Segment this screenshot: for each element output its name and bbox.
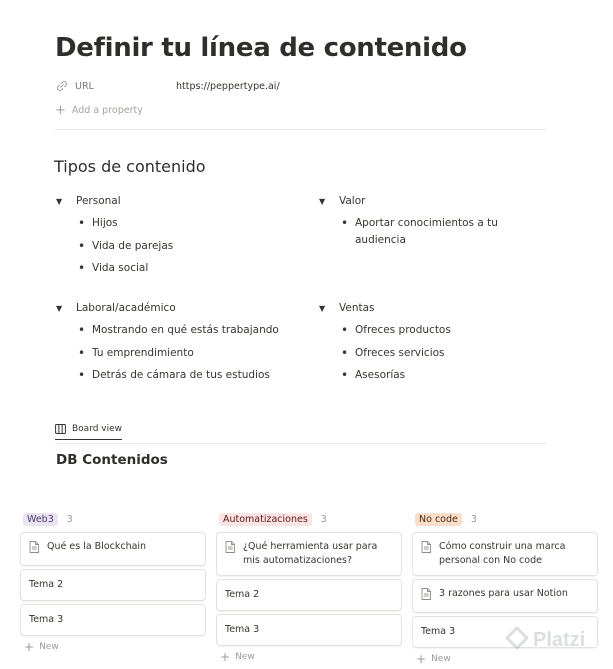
triangle-down-icon[interactable]: ▼ — [319, 303, 326, 313]
property-name: URL — [75, 80, 94, 92]
platzi-watermark — [505, 626, 585, 654]
card-title: Tema 3 — [225, 624, 260, 635]
list-item-text: Tu emprendimiento — [92, 346, 194, 359]
board-card[interactable] — [412, 532, 598, 576]
toggle-header[interactable] — [56, 300, 279, 316]
list-item — [341, 322, 451, 339]
list-item-text: Asesorías — [355, 369, 406, 381]
bullet-icon: • — [78, 323, 86, 337]
toggle-valor — [319, 193, 529, 254]
list-item — [78, 215, 173, 232]
section-heading: Tipos de contenido — [54, 157, 206, 176]
list-item-text: Vida de parejas — [92, 239, 174, 252]
bullet-icon: • — [341, 216, 349, 230]
column-header[interactable] — [412, 511, 598, 527]
link-icon — [55, 79, 69, 93]
toggle-label: Laboral/académico — [76, 302, 176, 314]
list-item — [78, 322, 279, 339]
board-icon — [55, 424, 66, 434]
board-card[interactable] — [216, 614, 402, 646]
bullet-icon: • — [78, 368, 86, 382]
add-property-label: Add a property — [71, 105, 143, 116]
page-icon — [421, 587, 435, 605]
property-url[interactable] — [55, 75, 280, 97]
tab-board-view[interactable] — [55, 424, 122, 440]
toggle-label: Personal — [76, 195, 121, 207]
list-item — [341, 215, 529, 248]
new-label: New — [431, 654, 451, 664]
new-card-button[interactable] — [216, 651, 402, 663]
list-item-text: Hijos — [92, 217, 118, 229]
card-title: 3 razones para usar Notion — [439, 588, 568, 599]
toggle-label: Valor — [339, 195, 366, 207]
tab-label: Board view — [72, 424, 123, 434]
list-item-text: Vida social — [92, 262, 149, 274]
toggle-header[interactable] — [56, 193, 173, 209]
platzi-logo-icon — [505, 626, 529, 654]
page-icon — [225, 540, 239, 568]
board-card[interactable] — [216, 579, 402, 611]
column-tag[interactable]: Automatizaciones — [219, 513, 312, 526]
plus-icon: + — [220, 650, 231, 664]
column-header[interactable] — [216, 511, 402, 527]
bullet-icon: • — [341, 345, 349, 360]
triangle-down-icon[interactable]: ▼ — [319, 196, 326, 206]
watermark-text: Platzi — [533, 628, 586, 651]
list-item — [78, 367, 279, 384]
plus-icon: + — [416, 652, 427, 666]
toggle-ventas — [319, 300, 451, 390]
board-card[interactable] — [20, 569, 206, 601]
properties-divider — [55, 129, 547, 130]
board-card[interactable] — [20, 532, 206, 566]
toggle-header[interactable] — [319, 193, 529, 209]
list-item — [341, 345, 451, 362]
card-title: Tema 2 — [29, 579, 64, 590]
list-item — [78, 238, 173, 255]
plus-icon: + — [24, 640, 35, 654]
tab-divider — [55, 443, 547, 444]
column-tag[interactable]: Web3 — [23, 513, 58, 526]
card-title: Tema 3 — [421, 626, 456, 637]
card-title: Qué es la Blockchain — [47, 541, 147, 552]
bullet-icon: • — [78, 238, 86, 253]
bullet-icon: • — [78, 261, 86, 275]
triangle-down-icon[interactable]: ▼ — [56, 303, 63, 313]
toggle-label: Ventas — [339, 302, 375, 314]
list-item — [341, 367, 451, 384]
board-card[interactable] — [412, 579, 598, 613]
new-label: New — [235, 652, 255, 662]
card-title: Tema 2 — [225, 589, 260, 600]
list-item — [78, 260, 173, 277]
page-icon — [29, 540, 43, 558]
list-item-text: Detrás de cámara de tus estudios — [92, 369, 270, 381]
list-item-text: Aportar conocimientos a tu audiencia — [355, 217, 498, 246]
new-label: New — [39, 642, 59, 652]
board-column-automatizaciones — [216, 511, 402, 663]
column-tag[interactable]: No code — [415, 513, 462, 526]
new-card-button[interactable] — [20, 641, 206, 653]
column-header[interactable] — [20, 511, 206, 527]
toggle-laboral — [56, 300, 279, 390]
list-item-text: Ofreces servicios — [355, 346, 445, 359]
list-item-text: Mostrando en qué estás trabajando — [92, 324, 279, 336]
card-title: Tema 3 — [29, 614, 64, 625]
list-item — [78, 345, 279, 362]
bullet-icon: • — [78, 345, 86, 360]
add-property-button[interactable] — [55, 104, 143, 117]
bullet-icon: • — [78, 216, 86, 230]
new-card-button[interactable] — [412, 653, 598, 665]
card-title: ¿Qué herramienta usar para mis automatizaciones? — [243, 541, 378, 566]
card-title: Cómo construir una marca personal con No code — [439, 541, 566, 566]
toggle-personal — [56, 193, 173, 283]
bullet-icon: • — [341, 368, 349, 382]
property-url-value[interactable]: https://peppertype.ai/ — [176, 80, 280, 92]
board-column-web3 — [20, 511, 206, 653]
board-card[interactable] — [216, 532, 402, 576]
plus-icon: + — [55, 103, 66, 118]
triangle-down-icon[interactable]: ▼ — [56, 196, 63, 206]
page-icon — [421, 540, 435, 568]
board-card[interactable] — [20, 604, 206, 636]
toggle-header[interactable] — [319, 300, 451, 316]
column-count: 3 — [470, 513, 477, 525]
list-item-text: Ofreces productos — [355, 324, 451, 336]
column-count: 3 — [320, 513, 327, 525]
column-count: 3 — [66, 513, 73, 525]
page-title[interactable]: Definir tu línea de contenido — [55, 33, 467, 63]
database-title[interactable]: DB Contenidos — [56, 452, 168, 468]
bullet-icon: • — [341, 323, 349, 337]
